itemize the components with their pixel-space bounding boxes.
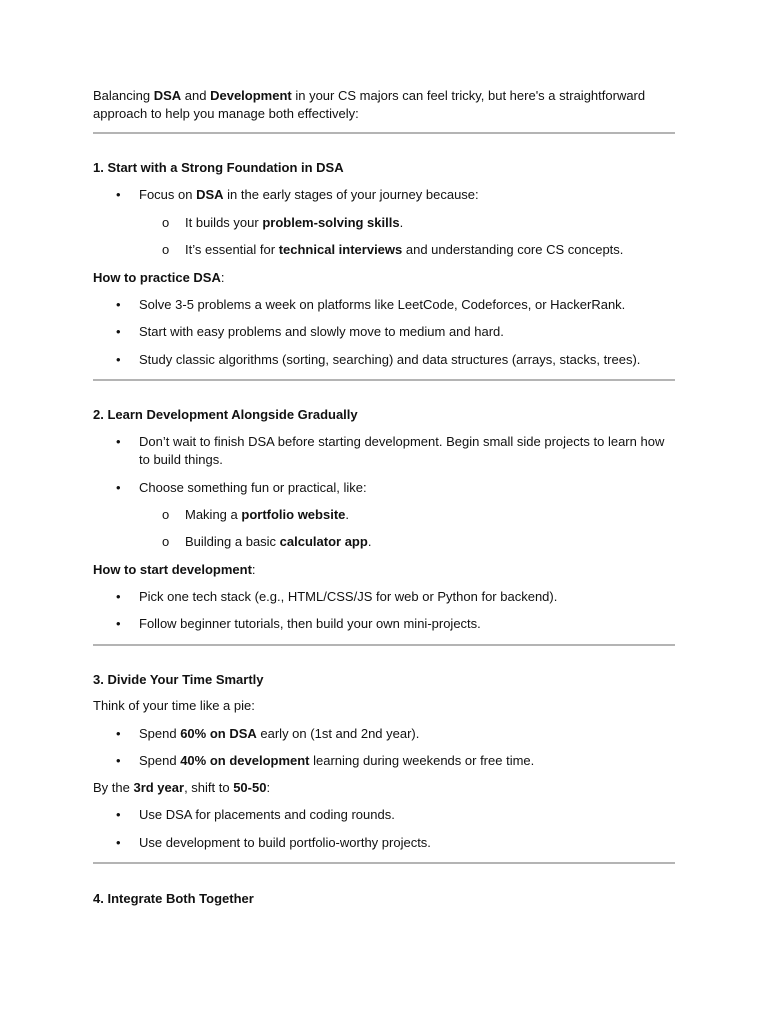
intro-text: in your CS majors can feel tricky, but here's a straightforward approach to help you manage both effectively: (93, 88, 646, 121)
horizontal-rule (93, 644, 675, 646)
bullet-bold: DSA (196, 187, 224, 202)
line-bold: 50-50 (233, 780, 267, 795)
intro-text: and (181, 88, 211, 103)
bullet-text: It’s essential for (185, 242, 279, 257)
bullet-item: • Pick one tech stack (e.g., HTML/CSS/JS for web or Python for backend). (139, 588, 675, 606)
bullet-text: It builds your (185, 215, 263, 230)
line-bold: 3rd year (133, 780, 185, 795)
third-year-line (93, 779, 675, 797)
bullet-item: • Use development to build portfolio-worthy projects. (139, 834, 675, 852)
label-colon: : (251, 562, 256, 577)
label-bold: How to practice DSA (93, 270, 221, 285)
line-text: By the (93, 780, 134, 795)
intro-paragraph (93, 87, 675, 123)
bullet-item: • Don’t wait to finish DSA before starting development. Begin small side projects to learn how to build things. (139, 433, 675, 469)
sub-bullet-item (185, 241, 675, 259)
bullet-bold: 60% on DSA (180, 726, 257, 741)
line-text: , shift to (184, 780, 234, 795)
bullet-item: • Solve 3-5 problems a week on platforms like LeetCode, Codeforces, or HackerRank. (139, 296, 675, 314)
section-heading-2: 2. Learn Development Alongside Gradually (93, 407, 358, 422)
start-label (93, 561, 675, 579)
intro-bold-dsa: DSA (153, 88, 182, 103)
horizontal-rule (93, 379, 675, 381)
sub-bullet-item (185, 214, 675, 232)
bullet-item (139, 752, 675, 770)
bullet-text: Building a basic (185, 534, 280, 549)
bullet-bold: 40% on development (180, 753, 310, 768)
sub-bullet-item (185, 506, 675, 524)
bullet-item (139, 186, 675, 204)
section-heading-1: 1. Start with a Strong Foundation in DSA (93, 160, 344, 175)
bullet-bold: calculator app (279, 534, 368, 549)
label-bold: How to start development (93, 562, 252, 577)
intro-bold-development: Development (210, 88, 292, 103)
section-heading-4: 4. Integrate Both Together (93, 891, 254, 906)
label-colon: : (220, 270, 225, 285)
horizontal-rule (93, 862, 675, 864)
practice-label (93, 269, 675, 287)
bullet-item: • Use DSA for placements and coding rounds. (139, 806, 675, 824)
section-heading-3: 3. Divide Your Time Smartly (93, 672, 264, 687)
bullet-text: . (367, 534, 372, 549)
bullet-text: learning during weekends or free time. (309, 753, 535, 768)
bullet-text: and understanding core CS concepts. (402, 242, 624, 257)
bullet-bold: technical interviews (278, 242, 403, 257)
intro-text: Balancing (93, 88, 154, 103)
bullet-text: Making a (185, 507, 242, 522)
section3-intro: Think of your time like a pie: (93, 698, 255, 713)
bullet-text: Focus on (139, 187, 197, 202)
bullet-item: • Follow beginner tutorials, then build your own mini-projects. (139, 615, 675, 633)
bullet-bold: portfolio website (241, 507, 346, 522)
bullet-text: Spend (139, 726, 181, 741)
bullet-text: . (399, 215, 404, 230)
bullet-item (139, 725, 675, 743)
bullet-item: • Choose something fun or practical, like: (139, 479, 675, 497)
bullet-item: • Study classic algorithms (sorting, searching) and data structures (arrays, stacks, trees). (139, 351, 675, 369)
line-text: : (266, 780, 271, 795)
sub-bullet-item (185, 533, 675, 551)
bullet-text: in the early stages of your journey because: (223, 187, 479, 202)
bullet-item: • Start with easy problems and slowly move to medium and hard. (139, 323, 675, 341)
bullet-text: early on (1st and 2nd year). (256, 726, 420, 741)
bullet-text: . (345, 507, 349, 522)
bullet-text: Spend (139, 753, 181, 768)
horizontal-rule (93, 132, 675, 134)
bullet-bold: problem-solving skills (262, 215, 400, 230)
